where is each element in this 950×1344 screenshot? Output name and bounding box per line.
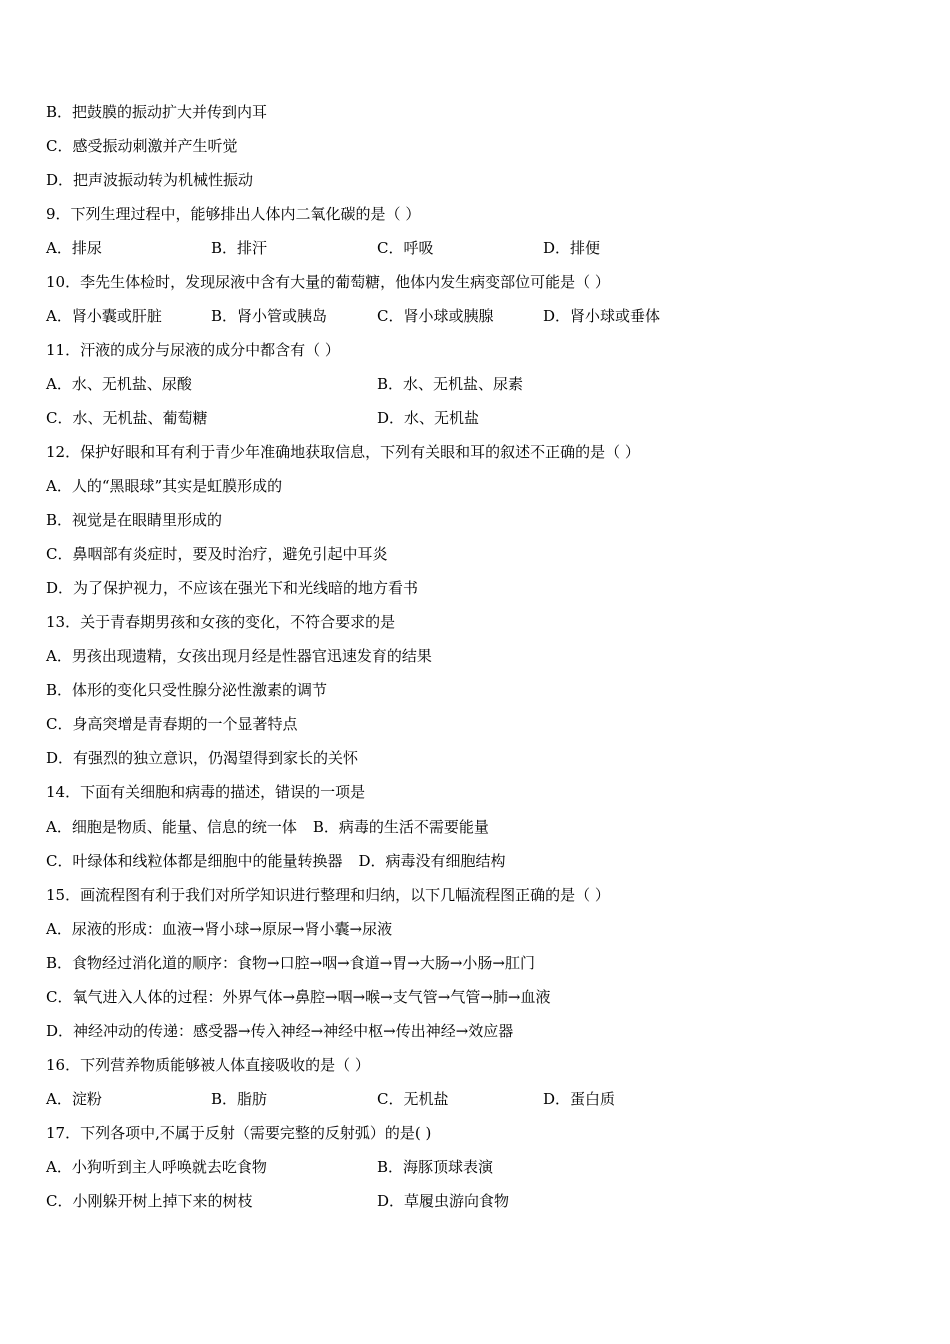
q11-options-row2 — [46, 407, 906, 429]
q16-options — [46, 1088, 906, 1110]
q9-stem: 9．下列生理过程中，能够排出人体内二氧化碳的是（ ） — [46, 205, 421, 223]
q10-option-c: C．肾小球或胰腺 — [377, 307, 494, 325]
q15-option-c: C．氧气进入人体的过程：外界气体→鼻腔→咽→喉→支气管→气管→肺→血液 — [46, 988, 551, 1006]
q14-option-a: A．细胞是物质、能量、信息的统一体 — [46, 818, 297, 836]
q16-stem: 16．下列营养物质能够被人体直接吸收的是（ ） — [46, 1056, 370, 1074]
q14-option-c: C．叶绿体和线粒体都是细胞中的能量转换器 — [46, 852, 343, 870]
q11-option-b: B．水、无机盐、尿素 — [377, 375, 524, 393]
q15-option-a: A．尿液的形成：血液→肾小球→原尿→肾小囊→尿液 — [46, 920, 393, 938]
q14-options-row2 — [46, 850, 506, 872]
q8-option-c: C．感受振动刺激并产生听觉 — [46, 137, 238, 155]
q11-options-row1 — [46, 373, 906, 395]
q10-option-b: B．肾小管或胰岛 — [211, 307, 328, 325]
q10-option-a: A．肾小囊或肝脏 — [46, 307, 162, 325]
q12-option-b: B．视觉是在眼睛里形成的 — [46, 511, 223, 529]
q9-option-d: D．排便 — [543, 239, 601, 257]
q11-option-a: A．水、无机盐、尿酸 — [46, 375, 192, 393]
q13-option-d: D．有强烈的独立意识，仍渴望得到家长的关怀 — [46, 749, 359, 767]
q17-options-row1 — [46, 1156, 906, 1178]
q8-option-d: D．把声波振动转为机械性振动 — [46, 171, 254, 189]
q17-option-c: C．小刚躲开树上掉下来的树枝 — [46, 1192, 253, 1210]
q12-option-a: A．人的“黑眼球”其实是虹膜形成的 — [46, 477, 283, 495]
q14-option-d: D．病毒没有细胞结构 — [358, 852, 506, 870]
q15-stem: 15．画流程图有利于我们对所学知识进行整理和归纳，以下几幅流程图正确的是（ ） — [46, 886, 610, 904]
q16-option-c: C．无机盐 — [377, 1090, 449, 1108]
q10-option-d: D．肾小球或垂体 — [543, 307, 661, 325]
q11-option-d: D．水、无机盐 — [377, 409, 480, 427]
q13-stem: 13．关于青春期男孩和女孩的变化，不符合要求的是 — [46, 613, 396, 631]
q14-stem: 14．下面有关细胞和病毒的描述，错误的一项是 — [46, 783, 366, 801]
q17-stem: 17．下列各项中,不属于反射（需要完整的反射弧）的是( ) — [46, 1124, 432, 1142]
q13-option-b: B．体形的变化只受性腺分泌性激素的调节 — [46, 681, 328, 699]
q9-option-b: B．排汗 — [211, 239, 268, 257]
q17-option-b: B．海豚顶球表演 — [377, 1158, 494, 1176]
q12-option-d: D．为了保护视力，不应该在强光下和光线暗的地方看书 — [46, 579, 419, 597]
q12-option-c: C．鼻咽部有炎症时，要及时治疗，避免引起中耳炎 — [46, 545, 388, 563]
q13-option-c: C．身高突增是青春期的一个显著特点 — [46, 715, 298, 733]
q9-options — [46, 237, 906, 259]
q15-option-d: D．神经冲动的传递：感受器→传入神经→神经中枢→传出神经→效应器 — [46, 1022, 514, 1040]
q11-stem: 11．汗液的成分与尿液的成分中都含有（ ） — [46, 341, 340, 359]
q9-option-a: A．排尿 — [46, 239, 102, 257]
q11-option-c: C．水、无机盐、葡萄糖 — [46, 409, 208, 427]
q10-options — [46, 305, 906, 327]
q16-option-b: B．脂肪 — [211, 1090, 268, 1108]
q8-option-b: B．把鼓膜的振动扩大并传到内耳 — [46, 103, 268, 121]
q14-option-b: B．病毒的生活不需要能量 — [312, 818, 489, 836]
q9-option-c: C．呼吸 — [377, 239, 434, 257]
q14-options-row1 — [46, 816, 489, 838]
q13-option-a: A．男孩出现遗精，女孩出现月经是性器官迅速发育的结果 — [46, 647, 432, 665]
q17-options-row2 — [46, 1190, 906, 1212]
q10-stem: 10．李先生体检时，发现尿液中含有大量的葡萄糖，他体内发生病变部位可能是（ ） — [46, 273, 610, 291]
q16-option-d: D．蛋白质 — [543, 1090, 616, 1108]
q16-option-a: A．淀粉 — [46, 1090, 102, 1108]
q17-option-a: A．小狗听到主人呼唤就去吃食物 — [46, 1158, 267, 1176]
q12-stem: 12．保护好眼和耳有利于青少年准确地获取信息，下列有关眼和耳的叙述不正确的是（ ） — [46, 443, 640, 461]
q15-option-b: B．食物经过消化道的顺序：食物→口腔→咽→食道→胃→大肠→小肠→肛门 — [46, 954, 536, 972]
q17-option-d: D．草履虫游向食物 — [377, 1192, 510, 1210]
